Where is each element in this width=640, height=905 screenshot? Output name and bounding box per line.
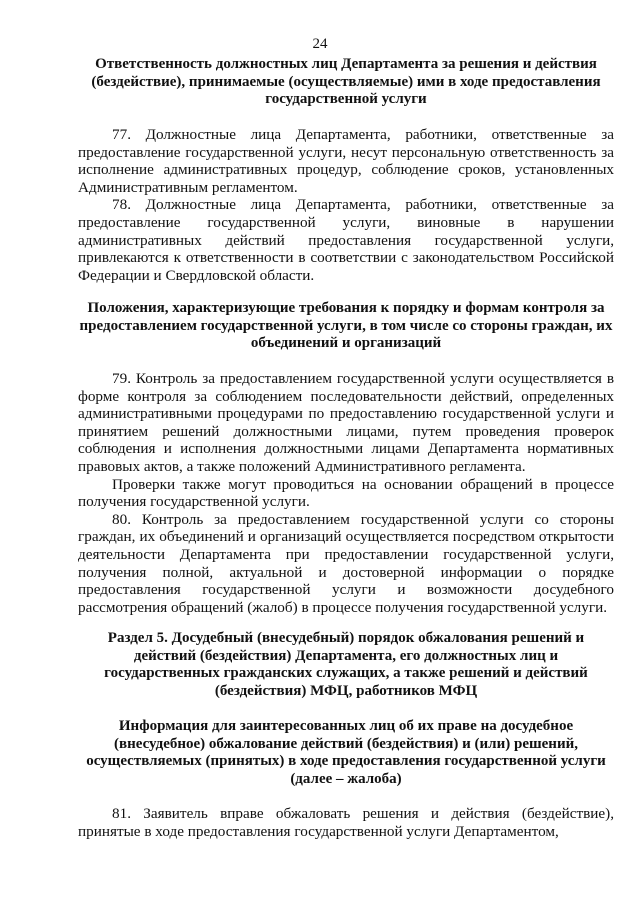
section-heading-appeal-info: Информация для заинтересованных лиц об их праве на досудебное (внесудебное) обжалование действий (бездействия) и (или) решений, осуществляемых (принятых) в ходе предоставления государственной услуги (далее – жалоба) bbox=[86, 718, 606, 787]
paragraph-inspections: Проверки также могут проводиться на основании обращений в процессе получения государственной услуги. bbox=[78, 475, 614, 511]
page-number: 24 bbox=[312, 36, 328, 52]
paragraph-78: 78. Должностные лица Департамента, работники, ответственные за предоставление государственной услуги, виновные в нарушении административных действий предоставления государственной услуги, привлекаются к ответственности в соответствии с законодательством Российской Федерации и Свердловской области. bbox=[78, 196, 614, 284]
section-heading-control: Положения, характеризующие требования к порядку и формам контроля за предоставлением государственной услуги, в том числе со стороны граждан, их объединений и организаций bbox=[79, 300, 613, 351]
section-heading-responsibility: Ответственность должностных лиц Департамента за решения и действия (бездействие), принимаемые (осуществляемые) ими в ходе предоставления государственной услуги bbox=[91, 56, 601, 107]
paragraph-77: 77. Должностные лица Департамента, работники, ответственные за предоставление государственной услуги, несут персональную ответственность за исполнение административных процедур, соблюдение сроков, установленных Административным регламентом. bbox=[78, 126, 614, 196]
section-heading-appeal-procedure: Раздел 5. Досудебный (внесудебный) порядок обжалования решений и действий (бездействия) Департамента, его должностных лиц и государственных гражданских служащих, а также решений и действий (бездействия) МФЦ, работников МФЦ bbox=[104, 630, 588, 699]
paragraph-79: 79. Контроль за предоставлением государственной услуги осуществляется в форме контроля за соблюдением последовательности действий, определенных административными процедурами по предоставлению государственной услуги и принятием решений должностными лицами, путем проведения проверок соблюдения и исполнения должностными лицами Департамента нормативных правовых актов, а также положений Административного регламента. bbox=[78, 370, 614, 475]
paragraph-81: 81. Заявитель вправе обжаловать решения и действия (бездействие), принятые в ходе предоставления государственной услуги Департаментом, bbox=[78, 805, 614, 840]
section-body-control bbox=[78, 370, 614, 616]
paragraph-80: 80. Контроль за предоставлением государственной услуги со стороны граждан, их объединений и организаций осуществляется посредством открытости деятельности Департамента при предоставлении государственной услуги, получения полной, актуальной и достоверной информации о порядке предоставления государственной услуги и возможности досудебного рассмотрения обращений (жалоб) в процессе получения государственной услуги. bbox=[78, 510, 614, 616]
section-body-responsibility bbox=[78, 126, 614, 284]
section-body-appeal-info bbox=[78, 805, 614, 840]
